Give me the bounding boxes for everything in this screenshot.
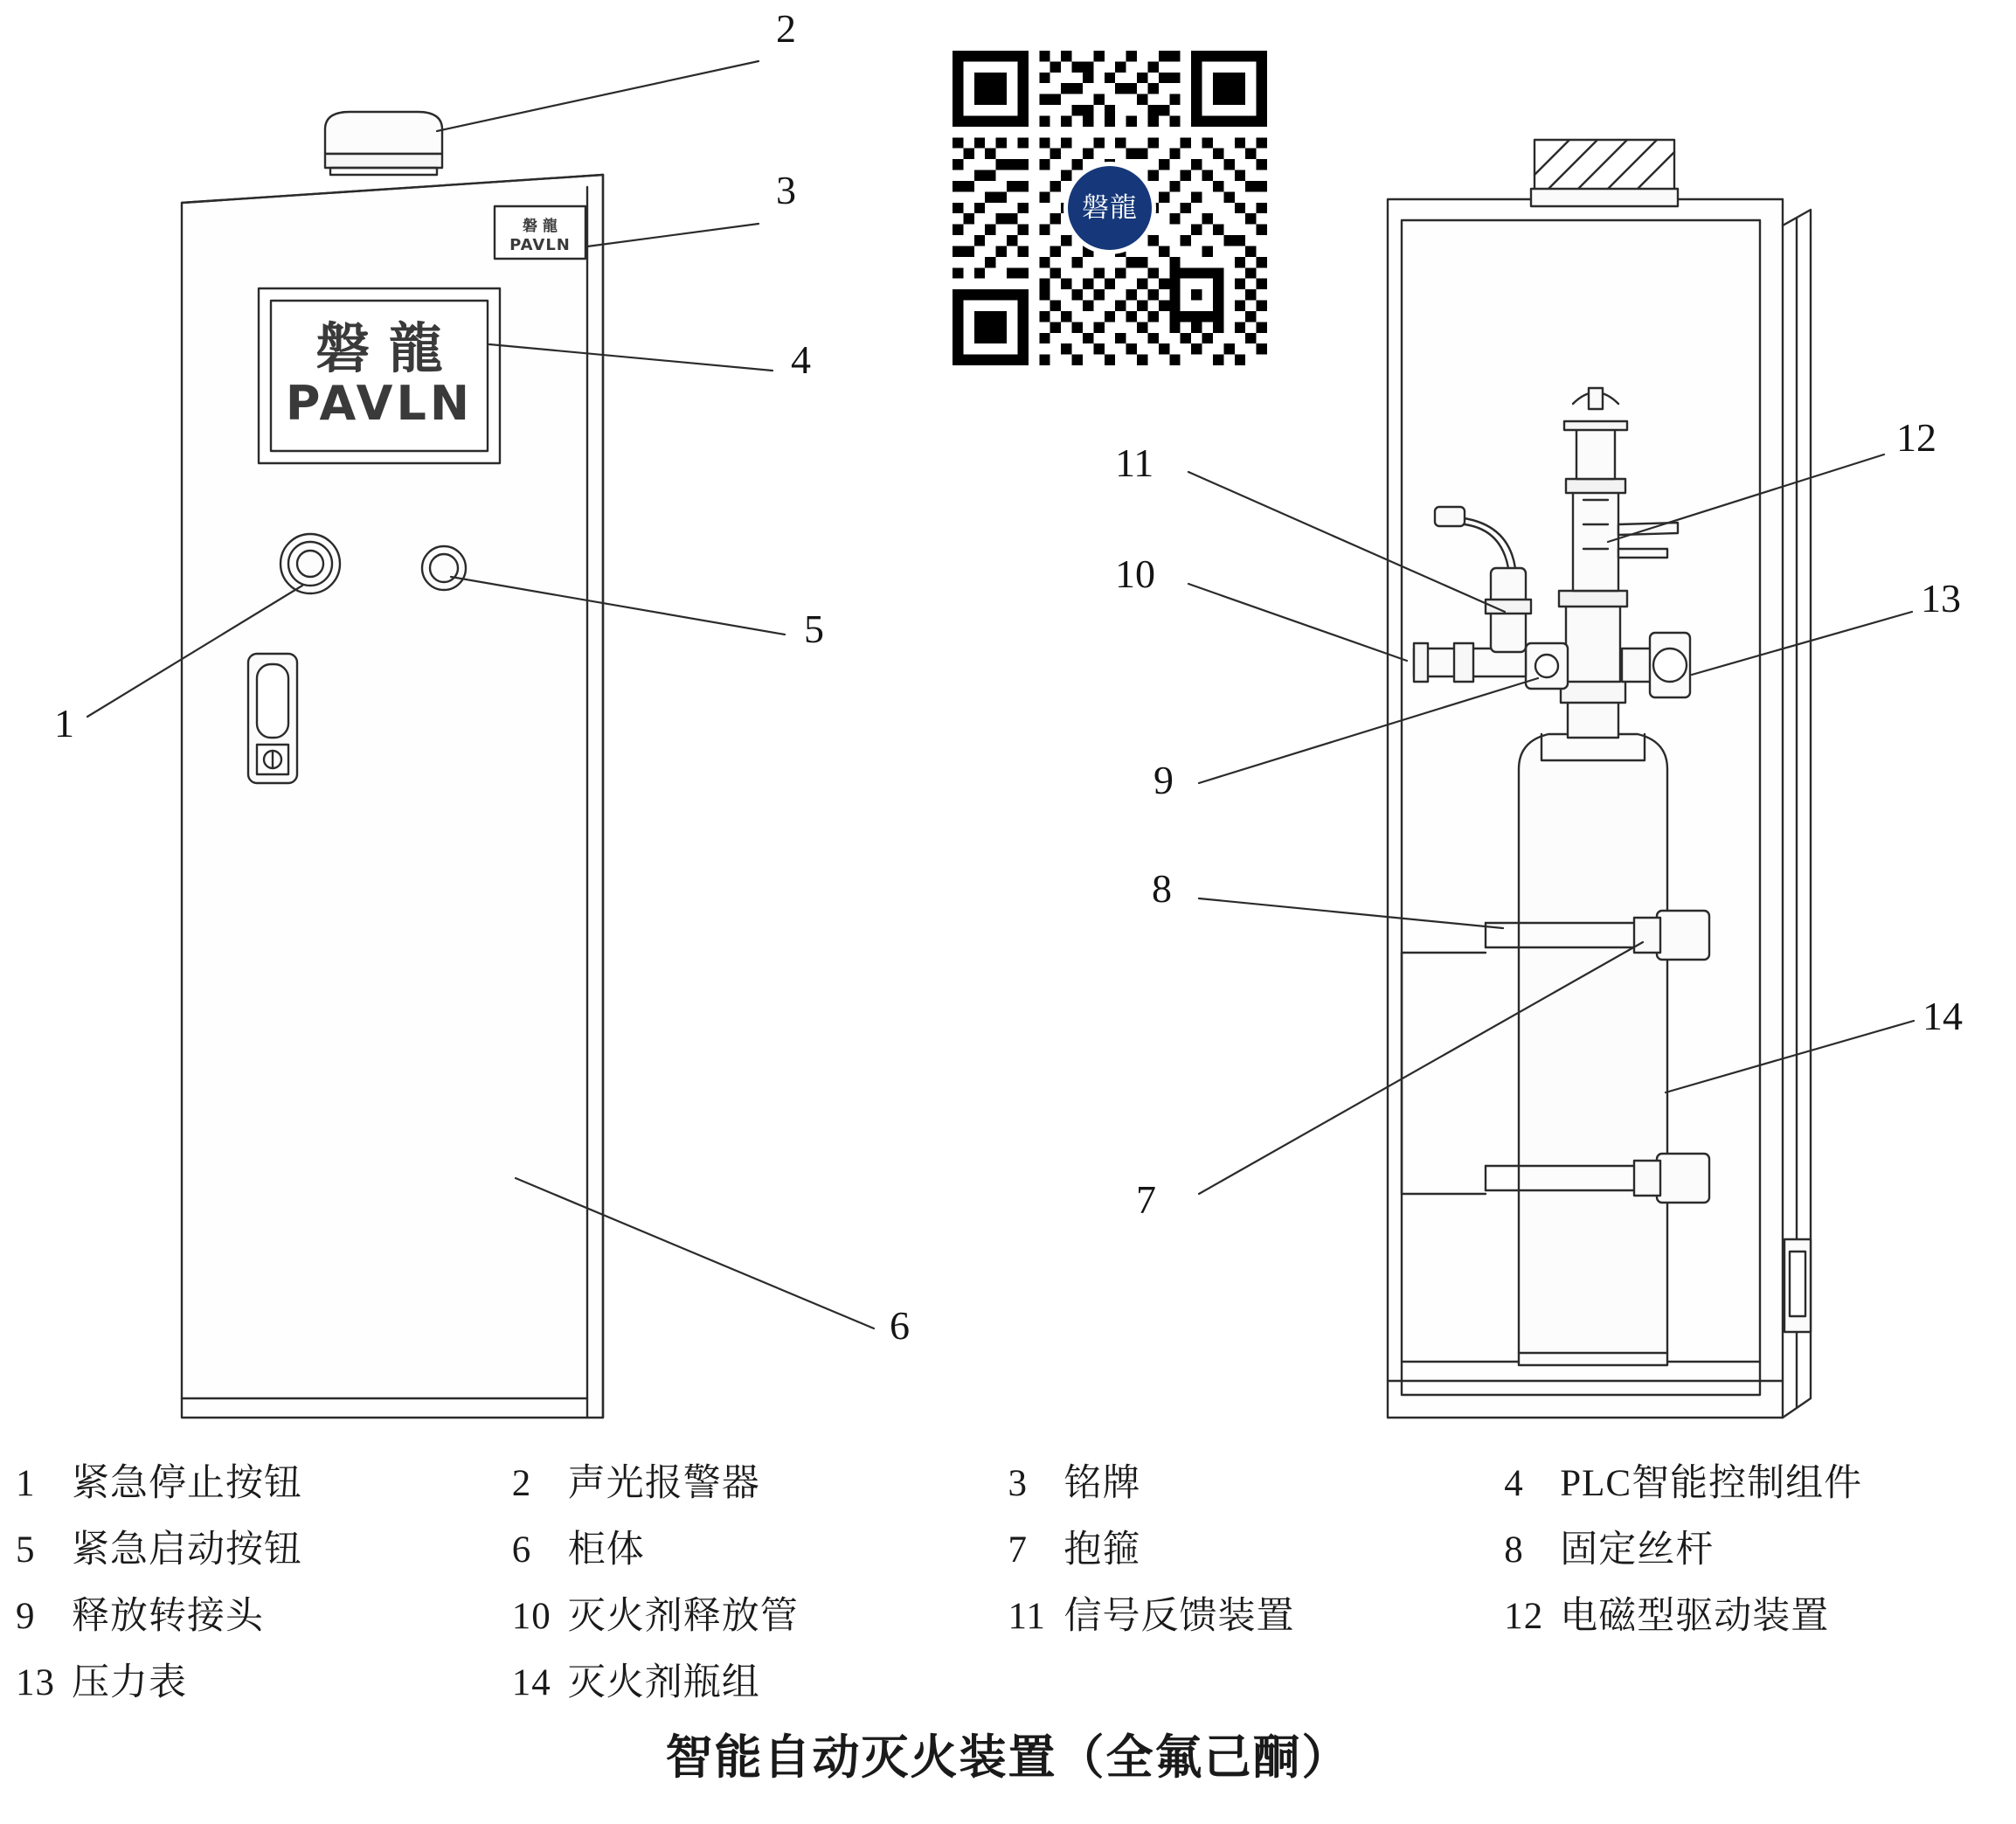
legend-label: 铭牌 [1063, 1463, 1141, 1504]
legend-label: 抱箍 [1063, 1529, 1141, 1571]
callout-8: 8 [1152, 866, 1172, 911]
legend-label: 压力表 [72, 1662, 187, 1703]
legend-number: 8 [1504, 1529, 1524, 1571]
legend-number: 5 [16, 1529, 36, 1571]
legend-number: 9 [16, 1596, 36, 1637]
legend-label: PLC智能控制组件 [1560, 1463, 1863, 1504]
legend-number: 14 [511, 1662, 551, 1703]
legend-label: 灭火剂释放管 [567, 1596, 799, 1637]
callout-1: 1 [54, 701, 74, 746]
plc-brand-chinese: 磐 龍 [315, 316, 443, 380]
legend-item-3 [1008, 1451, 1505, 1517]
qr-code[interactable] [953, 51, 1267, 365]
legend-item-8 [1504, 1517, 2000, 1584]
legend-number: 2 [511, 1463, 532, 1504]
legend-number: 11 [1008, 1596, 1046, 1637]
callout-4: 4 [791, 337, 811, 382]
legend-item-5 [16, 1517, 512, 1584]
legend-label: 灭火剂瓶组 [567, 1662, 760, 1703]
legend-item-14 [512, 1650, 1008, 1717]
callout-5: 5 [804, 607, 824, 651]
legend-label: 电磁型驱动装置 [1560, 1596, 1830, 1637]
legend-number: 13 [16, 1662, 55, 1703]
cabinet-interior-view [1388, 140, 1811, 1418]
legend-item-2 [512, 1451, 1008, 1517]
legend-item-9 [16, 1584, 512, 1650]
legend-item-empty-1 [1008, 1650, 1505, 1717]
callout-13: 13 [1921, 576, 1961, 621]
callout-12: 12 [1896, 415, 1936, 460]
legend-item-4 [1504, 1451, 2000, 1517]
callout-11: 11 [1115, 440, 1154, 485]
legend-label: 固定丝杆 [1560, 1529, 1715, 1571]
agent-cylinder [1519, 734, 1667, 1365]
legend-item-10 [512, 1584, 1008, 1650]
legend-label: 紧急停止按钮 [72, 1463, 302, 1504]
legend-item-11 [1008, 1584, 1505, 1650]
legend [0, 1451, 2016, 1717]
legend-item-1 [16, 1451, 512, 1517]
emergency-start-button [422, 546, 466, 590]
legend-number: 12 [1504, 1596, 1544, 1637]
callout-10: 10 [1115, 551, 1155, 596]
callout-2: 2 [776, 6, 796, 51]
legend-label: 释放转接头 [72, 1596, 264, 1637]
nameplate-latin: PAVLN [509, 236, 571, 254]
legend-number: 1 [16, 1463, 36, 1504]
legend-row [0, 1451, 2016, 1517]
emergency-stop-button [281, 534, 340, 593]
callout-9: 9 [1153, 758, 1174, 802]
legend-number: 7 [1008, 1529, 1028, 1571]
callout-14: 14 [1922, 994, 1963, 1038]
legend-item-6 [512, 1517, 1008, 1584]
door-lock [248, 654, 297, 783]
nameplate-chinese: 磐 龍 [523, 218, 558, 235]
legend-row [0, 1650, 2016, 1717]
legend-label: 信号反馈装置 [1063, 1596, 1295, 1637]
callout-3: 3 [776, 168, 796, 212]
legend-number: 3 [1008, 1463, 1028, 1504]
legend-item-12 [1504, 1584, 2000, 1650]
figure-caption: 智能自动灭火装置（全氟己酮） [665, 1730, 1351, 1785]
qr-center-badge: 磐龍 [1063, 162, 1156, 254]
alarm-dome [325, 112, 442, 175]
callout-6: 6 [890, 1303, 910, 1348]
plc-brand-latin: PAVLN [285, 376, 474, 431]
legend-label: 声光报警器 [567, 1463, 760, 1504]
legend-number: 10 [511, 1596, 551, 1637]
cabinet-door-lock [1784, 1239, 1811, 1332]
legend-item-7 [1008, 1517, 1505, 1584]
top-hatched-box [1531, 140, 1678, 206]
legend-row [0, 1584, 2016, 1650]
legend-item-empty-2 [1504, 1650, 2000, 1717]
cabinet-front-view [182, 112, 603, 1418]
legend-label: 柜体 [567, 1529, 645, 1571]
release-adapter [1526, 643, 1568, 689]
legend-item-13 [16, 1650, 512, 1717]
legend-label: 紧急启动按钮 [72, 1529, 302, 1571]
legend-number: 4 [1504, 1463, 1524, 1504]
legend-row [0, 1517, 2016, 1584]
callout-7: 7 [1136, 1177, 1156, 1222]
legend-number: 6 [511, 1529, 532, 1571]
